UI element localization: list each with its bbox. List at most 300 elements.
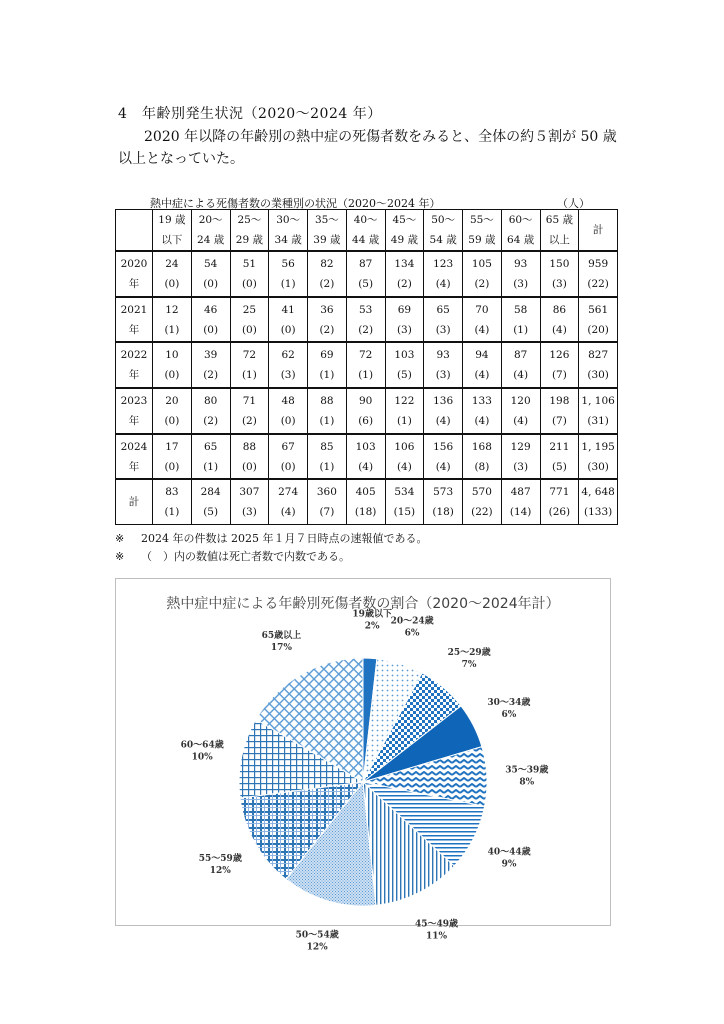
table-cell xyxy=(230,434,269,480)
column-header-line: 64 歳 xyxy=(507,234,535,246)
column-header-line: 計 xyxy=(592,224,604,236)
death-count: (133) xyxy=(584,506,613,519)
casualty-count: 106 xyxy=(394,440,415,453)
column-header-line: 45～ xyxy=(392,214,417,226)
death-count: (7) xyxy=(319,506,335,519)
table-cell xyxy=(385,434,424,480)
casualty-count: 65 xyxy=(436,303,450,316)
death-count: (3) xyxy=(435,369,451,382)
casualty-count: 133 xyxy=(471,394,492,407)
death-count: (3) xyxy=(513,460,529,473)
table-cell xyxy=(540,388,579,434)
casualty-count: 80 xyxy=(203,394,218,407)
casualty-count: 307 xyxy=(239,486,260,499)
death-count: (14) xyxy=(509,506,532,519)
slice-label: 30～34歳 xyxy=(487,698,531,709)
table-cell xyxy=(308,388,347,434)
column-header-line: 54 歳 xyxy=(429,234,457,246)
column-header xyxy=(463,210,502,252)
section-heading xyxy=(118,103,382,123)
death-count: (5) xyxy=(358,277,374,290)
column-header-line: 40～ xyxy=(353,214,378,226)
death-count: (3) xyxy=(435,323,451,336)
column-header-line: 50～ xyxy=(431,214,456,226)
table-cell xyxy=(424,342,463,388)
death-count: (18) xyxy=(354,506,377,519)
table-cell xyxy=(579,479,618,524)
casualty-count: 51 xyxy=(242,257,257,270)
casualty-count: 56 xyxy=(281,257,295,270)
casualty-count: 54 xyxy=(203,257,218,270)
death-count: (5) xyxy=(551,460,567,473)
table-cell xyxy=(346,479,385,524)
casualty-count: 1, 195 xyxy=(581,440,615,453)
table-cell xyxy=(385,388,424,434)
slice-label: 25～29歳 xyxy=(447,647,491,658)
death-count: (1) xyxy=(164,323,180,336)
table-cell xyxy=(153,297,192,343)
table-row xyxy=(116,251,618,297)
death-count: (2) xyxy=(396,277,412,290)
table-cell xyxy=(463,297,502,343)
casualty-count: 65 xyxy=(203,440,218,453)
death-count: (4) xyxy=(551,323,567,336)
casualty-count: 123 xyxy=(433,257,454,270)
table-cell xyxy=(385,342,424,388)
slice-label: 50～54歳 xyxy=(295,930,339,941)
corner-cell xyxy=(116,210,153,252)
death-count: (15) xyxy=(393,506,416,519)
casualty-count: 62 xyxy=(281,349,295,362)
row-label-line: 計 xyxy=(128,496,140,509)
row-label-line: 年 xyxy=(128,369,140,382)
note-mark: ※ xyxy=(115,550,125,563)
death-count: (26) xyxy=(548,506,571,519)
death-count: (0) xyxy=(241,460,257,473)
death-count: (0) xyxy=(280,460,296,473)
table-cell xyxy=(153,434,192,480)
casualty-count: 360 xyxy=(316,486,337,499)
row-label-line: 2024 xyxy=(120,440,148,453)
row-label-line: 2020 xyxy=(120,257,148,270)
table-cell xyxy=(463,251,502,297)
table-cell xyxy=(501,342,540,388)
death-count: (22) xyxy=(471,506,493,519)
table-header-row xyxy=(116,210,618,252)
death-count: (1) xyxy=(203,460,219,473)
casualty-count: 12 xyxy=(165,303,179,316)
slice-percent: 6% xyxy=(404,628,420,639)
table-unit: （人） xyxy=(557,197,590,210)
table-cell xyxy=(230,388,269,434)
death-count: (1) xyxy=(319,460,335,473)
casualty-count: 87 xyxy=(358,257,373,270)
note-1 xyxy=(115,530,427,548)
death-count: (3) xyxy=(396,323,412,336)
column-header xyxy=(191,210,230,252)
column-header-line: 19 歳 xyxy=(158,214,186,226)
column-header xyxy=(230,210,269,252)
casualty-count: 17 xyxy=(165,440,179,453)
death-count: (1) xyxy=(280,277,296,290)
table-cell xyxy=(153,388,192,434)
death-count: (4) xyxy=(474,414,490,427)
casualty-count: 150 xyxy=(549,257,570,270)
casualty-count: 82 xyxy=(320,257,334,270)
chart-title: 熱中症中症による年齢別死傷者数の割合（2020～2024年計） xyxy=(166,596,560,612)
casualty-count: 85 xyxy=(320,440,334,453)
death-count: (0) xyxy=(164,414,180,427)
death-count: (5) xyxy=(396,369,412,382)
casualty-count: 168 xyxy=(471,440,492,453)
death-count: (0) xyxy=(164,369,180,382)
casualty-count: 405 xyxy=(355,486,376,499)
section-paragraph xyxy=(118,126,618,170)
column-header-line: 以上 xyxy=(548,234,570,246)
column-header-line: 30～ xyxy=(276,214,301,226)
table-cell xyxy=(269,342,308,388)
slice-label: 19歳以下 xyxy=(352,609,392,620)
column-header-line: 49 歳 xyxy=(390,234,418,246)
casualty-count: 69 xyxy=(320,349,334,362)
casualty-count: 88 xyxy=(242,440,257,453)
column-header-line: 25～ xyxy=(237,214,262,226)
death-count: (30) xyxy=(587,460,609,473)
table-cell xyxy=(230,297,269,343)
table-cell xyxy=(424,479,463,524)
slice-percent: 7% xyxy=(461,659,477,670)
column-header xyxy=(424,210,463,252)
death-count: (6) xyxy=(358,414,374,427)
table-cell xyxy=(463,388,502,434)
row-label xyxy=(116,434,153,480)
casualty-count: 10 xyxy=(165,349,179,362)
table-row xyxy=(116,388,618,434)
casualty-count: 120 xyxy=(510,394,531,407)
table-cell xyxy=(269,434,308,480)
table-cell xyxy=(191,388,230,434)
table-cell xyxy=(191,342,230,388)
death-count: (0) xyxy=(164,277,180,290)
slice-percent: 17% xyxy=(270,642,292,653)
death-count: (7) xyxy=(551,414,567,427)
casualty-count: 570 xyxy=(471,486,492,499)
column-header xyxy=(269,210,308,252)
row-label xyxy=(116,297,153,343)
row-label-line: 年 xyxy=(128,414,140,427)
casualty-count: 88 xyxy=(320,394,334,407)
casualty-count: 134 xyxy=(394,257,415,270)
column-header-line: 60～ xyxy=(508,214,533,226)
slice-percent: 12% xyxy=(209,865,231,876)
death-count: (2) xyxy=(319,277,335,290)
casualty-count: 534 xyxy=(394,486,415,499)
table-cell xyxy=(579,388,618,434)
table-cell xyxy=(579,251,618,297)
table-cell xyxy=(153,251,192,297)
note-text: 2024 年の件数は 2025 年１月７日時点の速報値である。 xyxy=(141,532,428,545)
table-row xyxy=(116,297,618,343)
column-header-line: 35～ xyxy=(314,214,339,226)
note-text: （ ）内の数値は死亡者数で内数である。 xyxy=(141,550,350,563)
row-label xyxy=(116,479,153,524)
death-count: (4) xyxy=(358,460,374,473)
table-cell xyxy=(501,434,540,480)
casualty-count: 69 xyxy=(397,303,412,316)
slice-label: 20～24歳 xyxy=(390,616,434,627)
table-cell xyxy=(540,342,579,388)
column-header-line: 29 歳 xyxy=(235,234,263,246)
casualty-count: 284 xyxy=(200,486,221,499)
table-cell xyxy=(501,251,540,297)
pie-chart-box xyxy=(115,578,611,953)
death-count: (2) xyxy=(474,277,490,290)
table-cell xyxy=(346,297,385,343)
column-header-line: 34 歳 xyxy=(274,234,302,246)
table-cell xyxy=(385,251,424,297)
note-mark: ※ xyxy=(115,532,125,545)
slice-label: 45～49歳 xyxy=(414,919,459,930)
casualty-count: 94 xyxy=(475,349,489,362)
casualty-count: 274 xyxy=(278,486,299,499)
death-count: (4) xyxy=(280,506,296,519)
death-count: (0) xyxy=(280,323,296,336)
slice-label: 60～64歳 xyxy=(180,740,224,751)
slice-percent: 12% xyxy=(306,942,328,953)
pie-chart xyxy=(116,579,610,953)
casualty-count: 46 xyxy=(203,303,218,316)
death-count: (0) xyxy=(280,414,296,427)
column-header-line: 55～ xyxy=(469,214,494,226)
row-label-line: 年 xyxy=(128,277,140,290)
table-cell xyxy=(540,297,579,343)
death-count: (20) xyxy=(587,323,609,336)
table-cell xyxy=(308,297,347,343)
table-cell xyxy=(540,479,579,524)
row-label-line: 2021 xyxy=(120,303,148,316)
column-header-line: 65 歳 xyxy=(545,214,573,226)
table-cell xyxy=(346,434,385,480)
row-label xyxy=(116,342,153,388)
casualty-count: 48 xyxy=(281,394,295,407)
death-count: (4) xyxy=(474,323,490,336)
death-count: (0) xyxy=(241,323,257,336)
slice-label: 55～59歳 xyxy=(198,853,242,864)
table-row xyxy=(116,479,618,524)
death-count: (1) xyxy=(513,323,529,336)
casualty-count: 72 xyxy=(242,349,257,362)
slice-label: 40～44歳 xyxy=(487,847,531,858)
row-label-line: 2023 xyxy=(120,394,148,407)
death-count: (3) xyxy=(551,277,567,290)
paragraph-text: 2020 年以降の年齢別の熱中症の死傷者数をみると、全体の約５割が 50 歳以上となっていた。 xyxy=(118,129,617,167)
notes xyxy=(115,530,427,566)
casualty-count: 561 xyxy=(588,303,609,316)
table-cell xyxy=(308,251,347,297)
table-cell xyxy=(308,342,347,388)
casualty-count: 25 xyxy=(242,303,257,316)
death-count: (1) xyxy=(358,369,374,382)
casualty-count: 39 xyxy=(203,349,218,362)
table-cell xyxy=(308,434,347,480)
table-cell xyxy=(501,479,540,524)
column-header xyxy=(501,210,540,252)
table-cell xyxy=(501,297,540,343)
death-count: (5) xyxy=(203,506,219,519)
casualty-count: 126 xyxy=(549,349,570,362)
table-cell xyxy=(463,342,502,388)
table-cell xyxy=(230,251,269,297)
death-count: (22) xyxy=(587,277,609,290)
column-header xyxy=(385,210,424,252)
casualty-count: 198 xyxy=(549,394,570,407)
table-cell xyxy=(579,342,618,388)
death-count: (1) xyxy=(164,506,180,519)
casualty-count: 58 xyxy=(513,303,528,316)
column-header xyxy=(579,210,618,252)
casualty-count: 156 xyxy=(433,440,454,453)
slice-percent: 8% xyxy=(519,777,535,788)
table-cell xyxy=(346,251,385,297)
table-cell xyxy=(579,434,618,480)
section-title: 年齢別発生状況（2020～2024 年） xyxy=(142,106,382,122)
slice-label: 65歳以上 xyxy=(261,630,302,641)
casualty-count: 122 xyxy=(394,394,415,407)
death-count: (30) xyxy=(587,369,609,382)
casualty-count: 72 xyxy=(358,349,373,362)
table-cell xyxy=(540,251,579,297)
death-count: (4) xyxy=(435,277,451,290)
column-header-line: 以下 xyxy=(161,234,183,246)
table-cell xyxy=(424,434,463,480)
slice-percent: 6% xyxy=(501,710,517,721)
slice-label: 35～39歳 xyxy=(505,765,549,776)
casualty-count: 827 xyxy=(588,349,609,362)
column-header-line: 59 歳 xyxy=(468,234,496,246)
death-count: (4) xyxy=(474,369,490,382)
table-cell xyxy=(191,251,230,297)
death-count: (1) xyxy=(319,369,335,382)
table-cell xyxy=(230,342,269,388)
row-label xyxy=(116,251,153,297)
death-count: (7) xyxy=(551,369,567,382)
table-cell xyxy=(463,479,502,524)
table-cell xyxy=(385,479,424,524)
table-cell xyxy=(191,297,230,343)
column-header-line: 20～ xyxy=(198,214,223,226)
column-header xyxy=(346,210,385,252)
table-cell xyxy=(230,479,269,524)
column-header xyxy=(540,210,579,252)
table-cell xyxy=(269,479,308,524)
death-count: (0) xyxy=(203,323,219,336)
row-label xyxy=(116,388,153,434)
table-cell xyxy=(424,251,463,297)
death-count: (4) xyxy=(435,414,451,427)
table-row xyxy=(116,342,618,388)
death-count: (2) xyxy=(358,323,374,336)
death-count: (8) xyxy=(474,460,490,473)
casualty-count: 103 xyxy=(355,440,376,453)
casualty-count: 70 xyxy=(475,303,489,316)
casualty-count: 93 xyxy=(436,349,450,362)
death-count: (3) xyxy=(241,506,257,519)
casualty-count: 959 xyxy=(588,257,609,270)
casualty-count: 87 xyxy=(513,349,528,362)
table-cell xyxy=(385,297,424,343)
table-cell xyxy=(269,297,308,343)
casualty-count: 90 xyxy=(358,394,373,407)
table-cell xyxy=(191,434,230,480)
table-cell xyxy=(579,297,618,343)
table-caption: 熱中症による死傷者数の業種別の状況（2020～2024 年） xyxy=(150,197,441,210)
casualty-count: 1, 106 xyxy=(581,394,615,407)
death-count: (4) xyxy=(435,460,451,473)
column-header xyxy=(153,210,192,252)
slice-percent: 11% xyxy=(425,931,448,942)
death-count: (31) xyxy=(587,414,609,427)
casualty-count: 103 xyxy=(394,349,415,362)
casualty-count: 36 xyxy=(320,303,334,316)
casualty-count: 136 xyxy=(433,394,454,407)
death-count: (2) xyxy=(241,414,257,427)
death-count: (4) xyxy=(513,414,529,427)
death-count: (1) xyxy=(319,414,335,427)
table-cell xyxy=(269,388,308,434)
casualty-count: 771 xyxy=(549,486,570,499)
table-cell xyxy=(191,479,230,524)
casualty-count: 487 xyxy=(510,486,531,499)
column-header-line: 39 歳 xyxy=(313,234,341,246)
death-count: (18) xyxy=(432,506,454,519)
casualty-count: 71 xyxy=(242,394,257,407)
death-count: (0) xyxy=(203,277,219,290)
column-header xyxy=(308,210,347,252)
table-cell xyxy=(501,388,540,434)
table-cell xyxy=(540,434,579,480)
table-cell xyxy=(463,434,502,480)
death-count: (3) xyxy=(280,369,296,382)
row-label-line: 2022 xyxy=(120,349,148,362)
table-cell xyxy=(424,297,463,343)
casualty-count: 105 xyxy=(471,257,492,270)
table-cell xyxy=(153,479,192,524)
death-count: (3) xyxy=(513,277,529,290)
death-count: (4) xyxy=(396,460,412,473)
casualty-count: 67 xyxy=(281,440,295,453)
death-count: (1) xyxy=(241,369,257,382)
casualty-count: 93 xyxy=(513,257,528,270)
table-cell xyxy=(346,342,385,388)
casualty-count: 24 xyxy=(165,257,179,270)
table-row xyxy=(116,434,618,480)
casualty-count: 83 xyxy=(165,486,179,499)
death-count: (2) xyxy=(203,369,219,382)
row-label-line: 年 xyxy=(128,460,140,473)
casualty-count: 20 xyxy=(165,394,179,407)
death-count: (2) xyxy=(319,323,335,336)
casualty-count: 86 xyxy=(552,303,567,316)
casualty-count: 129 xyxy=(510,440,531,453)
table-cell xyxy=(346,388,385,434)
slice-percent: 2% xyxy=(364,621,380,632)
slice-percent: 9% xyxy=(501,859,517,870)
casualty-table xyxy=(115,209,618,525)
casualty-count: 4, 648 xyxy=(581,486,615,499)
casualty-count: 41 xyxy=(281,303,295,316)
death-count: (0) xyxy=(164,460,180,473)
column-header-line: 44 歳 xyxy=(352,234,380,246)
